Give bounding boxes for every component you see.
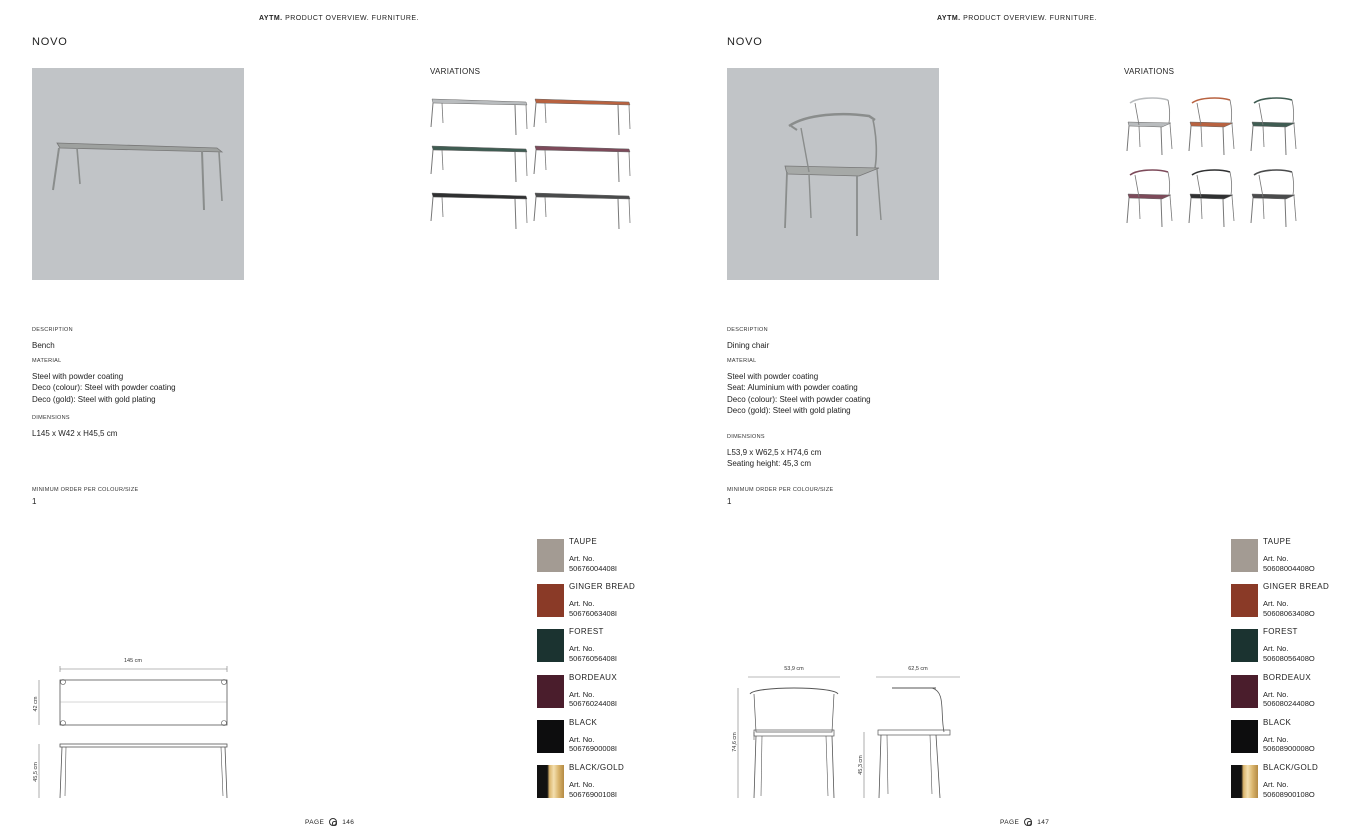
page-label: PAGE (305, 818, 325, 826)
article-label: Art. No. (1263, 599, 1289, 609)
colour-chip (537, 720, 564, 753)
article-label: Art. No. (569, 644, 595, 654)
article-label: Art. No. (1263, 689, 1289, 699)
variation-thumbnail (1248, 167, 1300, 234)
colour-chip (1231, 584, 1258, 617)
article-label: Art. No. (569, 780, 595, 789)
article-number (569, 690, 617, 709)
article-label: Art. No. (1263, 554, 1289, 563)
colour-name: BLACK/GOLD (1263, 763, 1319, 772)
colour-swatch-row (537, 627, 677, 667)
colour-chip (537, 765, 564, 798)
min-order-label: MINIMUM ORDER PER COLOUR/SIZE (32, 487, 139, 493)
variation-thumbnail (430, 189, 530, 236)
article-number (1263, 780, 1315, 799)
material-label: MATERIAL (727, 358, 757, 364)
material-line: Deco (gold): Steel with gold plating (32, 394, 156, 404)
material-line: Steel with powder coating (727, 371, 819, 381)
dimensions-line: Seating height: 45,3 cm (727, 459, 812, 468)
colour-swatch-row (1231, 763, 1356, 803)
colour-swatch-row (537, 763, 677, 803)
dimensions-line: L145 x W42 x H45,5 cm (32, 428, 118, 438)
min-order-value: 1 (32, 496, 37, 506)
colour-chip (1231, 629, 1258, 662)
variation-thumbnail (533, 142, 633, 189)
brand-logo-icon (1024, 818, 1032, 826)
colour-swatch-row (1231, 718, 1356, 758)
colour-swatch-row (537, 673, 677, 713)
variation-thumbnail (533, 189, 633, 236)
colour-name: BLACK (569, 717, 598, 727)
description-value: Dining chair (727, 340, 770, 350)
article-label: Art. No. (569, 689, 595, 699)
colour-swatch-row (537, 537, 677, 577)
chair-photo (727, 68, 939, 280)
page-label: PAGE (1000, 818, 1020, 826)
colour-chip (537, 629, 564, 662)
page-header (678, 15, 1356, 22)
width-dimension-label: 42 cm (33, 696, 39, 712)
page-header (0, 15, 678, 22)
colour-chip (537, 539, 564, 572)
material-line: Deco (colour): Steel with powder coating (727, 394, 871, 404)
article-number (1263, 554, 1315, 573)
variations-label: VARIATIONS (1124, 67, 1175, 76)
material-block (727, 356, 871, 417)
article-number (1263, 599, 1315, 618)
product-title: NOVO (727, 36, 763, 48)
colour-name: FOREST (1263, 627, 1298, 637)
article-value: 50608004408O (1263, 563, 1315, 573)
variation-thumbnail (430, 142, 530, 189)
variation-thumbnail (1186, 95, 1238, 162)
min-order-value: 1 (727, 496, 732, 506)
material-label: MATERIAL (32, 358, 62, 364)
article-value: 50676063408I (569, 608, 617, 618)
product-title: NOVO (32, 36, 68, 48)
article-label: Art. No. (569, 734, 595, 744)
article-value: 50608024408O (1263, 699, 1315, 709)
variation-thumbnail (1124, 95, 1176, 162)
page-number: 146 (342, 818, 355, 826)
colour-chip (1231, 765, 1258, 798)
variation-thumbnail (1248, 95, 1300, 162)
description-block (32, 325, 73, 351)
page-footer (1000, 818, 1049, 826)
article-value: 50608056408O (1263, 653, 1315, 663)
variation-thumbnail (1186, 167, 1238, 234)
bench-technical-drawing (28, 652, 238, 802)
page-number: 147 (1037, 818, 1050, 826)
seat-height-dimension-label: 45,3 cm (858, 755, 864, 775)
material-block (32, 356, 176, 405)
article-value: 50676004408I (569, 563, 617, 573)
article-label: Art. No. (1263, 734, 1289, 744)
bench-photo (32, 68, 244, 280)
colour-name: BORDEAUX (569, 672, 618, 682)
article-number (569, 554, 617, 573)
colour-chip (537, 584, 564, 617)
header-text: PRODUCT OVERVIEW. FURNITURE. (285, 15, 419, 22)
colour-chip (1231, 720, 1258, 753)
colour-swatch-row (1231, 537, 1356, 577)
description-block (727, 325, 769, 351)
dimensions-line: L53,9 x W62,5 x H74,6 cm (727, 447, 822, 457)
description-value: Bench (32, 340, 55, 350)
article-number (1263, 735, 1315, 754)
colour-swatch-row (1231, 673, 1356, 713)
article-number (569, 780, 617, 799)
article-number (1263, 644, 1315, 663)
variations-label: VARIATIONS (430, 67, 481, 76)
page-footer (305, 818, 354, 826)
variation-thumbnail (533, 95, 633, 142)
colour-name: GINGER BREAD (1263, 582, 1330, 592)
article-value: 50676024408I (569, 699, 617, 709)
colour-chip (537, 675, 564, 708)
colour-chip (1231, 539, 1258, 572)
description-label: DESCRIPTION (727, 327, 768, 333)
article-value: 50676056408I (569, 653, 617, 663)
article-number (1263, 690, 1315, 709)
dimensions-block (32, 413, 117, 439)
article-label: Art. No. (569, 599, 595, 609)
colour-swatch-row (1231, 627, 1356, 667)
article-label: Art. No. (569, 554, 595, 563)
chair-technical-drawing (724, 662, 964, 804)
dimensions-label: DIMENSIONS (727, 434, 765, 440)
side-width-label: 62,5 cm (908, 666, 928, 672)
hero-image-bench (32, 68, 244, 280)
colour-name: GINGER BREAD (569, 582, 636, 592)
brand-name: AYTM. (936, 15, 961, 22)
colour-name: FOREST (569, 627, 604, 637)
article-number (569, 599, 617, 618)
article-number (569, 644, 617, 663)
article-value: 50608900108O (1263, 789, 1315, 799)
front-width-label: 53,9 cm (784, 666, 804, 672)
hero-image-chair (727, 68, 939, 280)
material-line: Seat: Aluminium with powder coating (727, 383, 858, 392)
min-order-label: MINIMUM ORDER PER COLOUR/SIZE (727, 487, 834, 493)
colour-swatch-row (537, 582, 677, 622)
colour-chip (1231, 675, 1258, 708)
article-value: 50676900008I (569, 744, 617, 754)
dimensions-label: DIMENSIONS (32, 415, 70, 421)
colour-name: TAUPE (1263, 537, 1292, 546)
min-order-block (727, 485, 833, 507)
height-dimension-label: 45,5 cm (33, 762, 39, 782)
colour-name: BLACK (1263, 717, 1292, 727)
article-number (569, 735, 617, 754)
colour-swatch-row (537, 718, 677, 758)
length-dimension-label: 145 cm (123, 658, 143, 664)
material-line: Deco (colour): Steel with powder coating (32, 383, 176, 392)
colour-name: TAUPE (569, 537, 598, 546)
colour-name: BLACK/GOLD (569, 763, 625, 772)
dimensions-block (727, 432, 821, 470)
variation-thumbnail (1124, 167, 1176, 234)
header-text: PRODUCT OVERVIEW. FURNITURE. (963, 15, 1097, 22)
material-line: Steel with powder coating (32, 371, 124, 381)
min-order-block (32, 485, 138, 507)
article-value: 50608063408O (1263, 608, 1315, 618)
article-value: 50608900008O (1263, 744, 1315, 754)
article-label: Art. No. (1263, 644, 1289, 654)
variation-thumbnail (430, 95, 530, 142)
page-147 (678, 0, 1356, 839)
article-label: Art. No. (1263, 780, 1289, 789)
colour-name: BORDEAUX (1263, 672, 1312, 682)
height-dimension-label: 74,6 cm (732, 732, 738, 752)
colour-swatch-row (1231, 582, 1356, 622)
material-line: Deco (gold): Steel with gold plating (727, 406, 851, 415)
brand-logo-icon (329, 818, 337, 826)
brand-name: AYTM. (258, 15, 283, 22)
description-label: DESCRIPTION (32, 327, 73, 333)
article-value: 50676900108I (569, 789, 617, 799)
